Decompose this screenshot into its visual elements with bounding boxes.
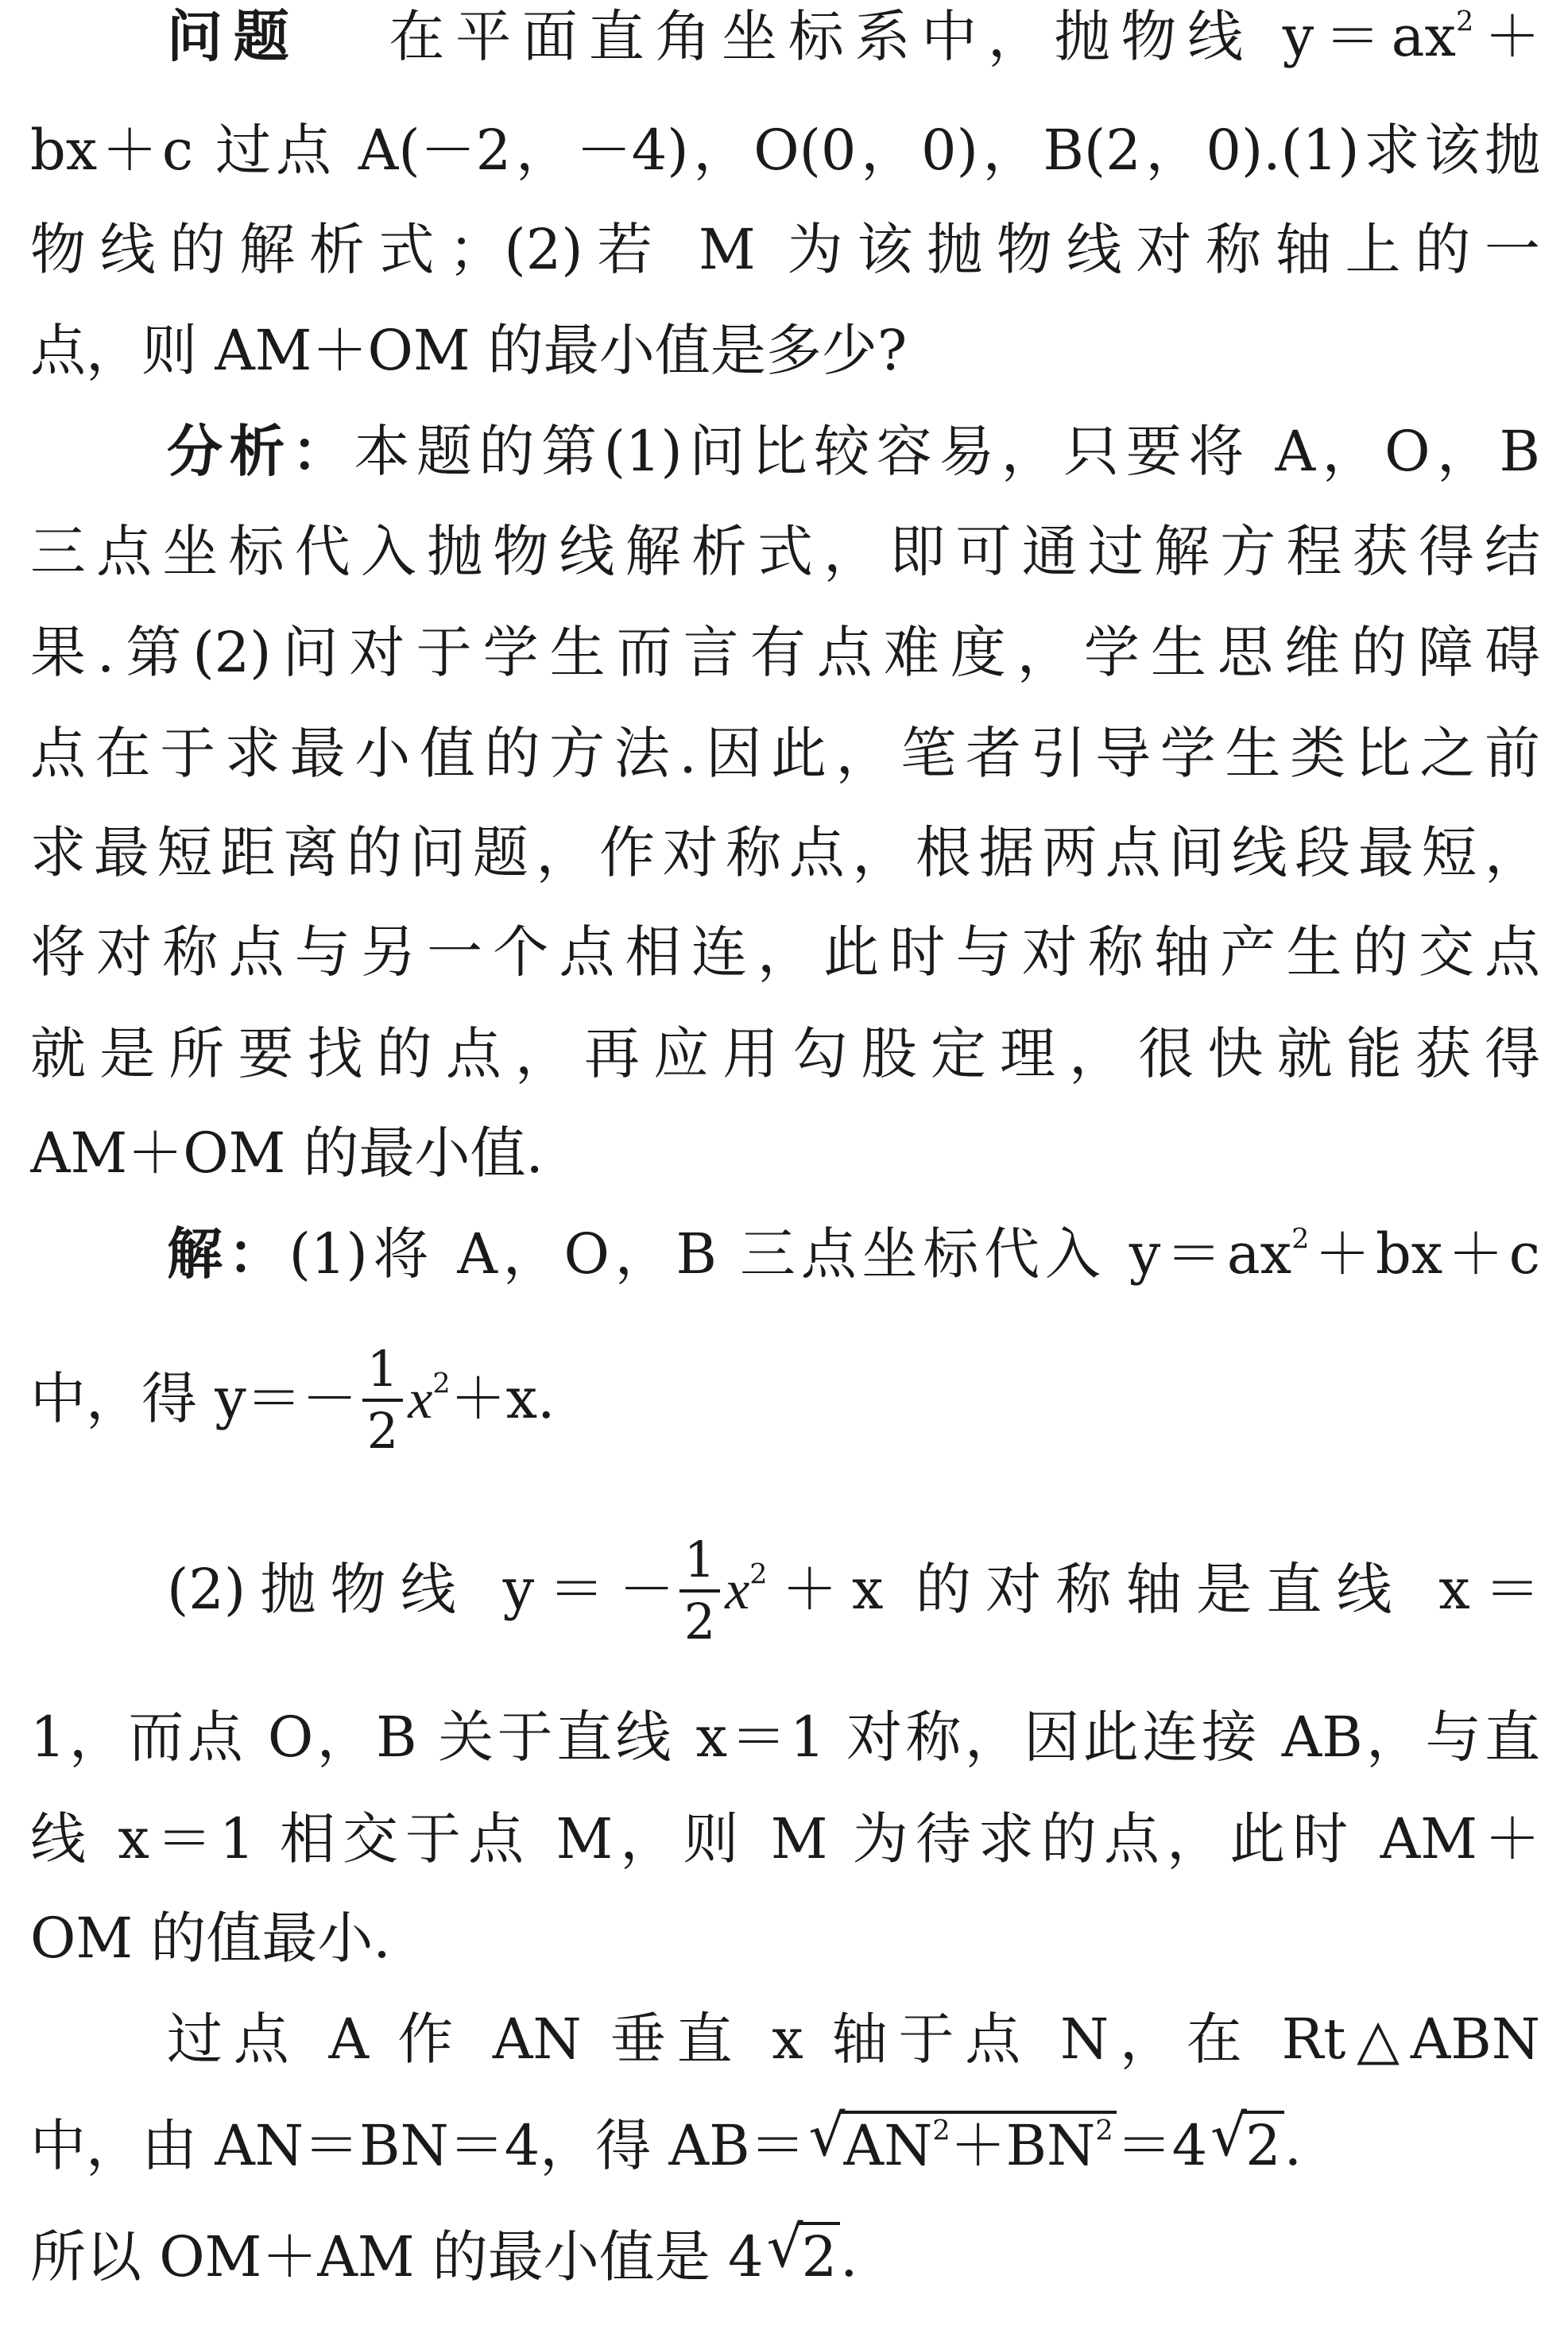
analysis-label: 分析： <box>167 419 354 484</box>
solution-p2-line-3: 线 x＝1 相交于点 M，则 M 为待求的点，此时 AM＋ <box>30 1806 1540 1871</box>
solution-p3-line-3: 所以 OM＋AM 的最小值是 4 √ 2. <box>30 2213 1540 2301</box>
analysis-line-4: 点在于求最小值的方法.因此，笔者引导学生类比之前 <box>30 721 1540 786</box>
analysis-line-7: 就是所要找的点，再应用勾股定理，很快就能获得 <box>30 1021 1540 1086</box>
sqrt-two: √ 2 <box>1210 2102 1284 2189</box>
analysis-line-8: AM＋OM 的最小值. <box>30 1120 544 1186</box>
problem-line-2: bx＋c 过点 A(－2，－4)，O(0，0)，B(2，0).(1)求该抛 <box>30 118 1540 183</box>
analysis-line-3: 果.第(2)问对于学生而言有点难度，学生思维的障碍 <box>30 620 1540 685</box>
problem-line-3: 物线的解析式；(2)若 M 为该抛物线对称轴上的一 <box>30 217 1540 282</box>
solution-p2-line-1: (2)抛物线 y＝－ $\frac{1}{2}$ $x^2+x$ 的对称轴是直线 x＝ <box>167 1531 1540 1651</box>
problem-line-1: 问题 在平面直角坐标系中，抛物线 $y=ax^2+$ <box>167 4 1540 69</box>
analysis-line-6: 将对称点与另一个点相连，此时与对称轴产生的交点 <box>30 919 1540 985</box>
solution-p2-line-4: OM 的值最小. <box>30 1906 391 1971</box>
analysis-line-2: 三点坐标代入抛物线解析式，即可通过解方程获得结 <box>30 519 1540 584</box>
analysis-line-1: 分析：本题的第(1)问比较容易，只要将 A，O，B <box>167 419 1540 484</box>
solution-p3-line-2: 中，由 AN＝BN＝4，得 AB＝ √ $AN^2+BN^2=4$ √ 2. <box>30 2102 1540 2189</box>
solution-p2-line-2: 1，而点 O，B 关于直线 x＝1 对称，因此连接 AB，与直 <box>30 1705 1540 1770</box>
analysis-line-5: 求最短距离的问题，作对称点，根据两点间线段最短， <box>30 820 1540 885</box>
problem-line-4: 点，则 AM＋OM 的最小值是多少? <box>30 318 908 383</box>
problem-label: 问题 <box>167 4 300 69</box>
sqrt-expression: √ $AN^2+BN^2$ <box>809 2102 1117 2189</box>
solution-p3-line-1: 过点 A 作 AN 垂直 x 轴于点 N，在 Rt△ABN <box>167 2007 1540 2072</box>
fraction-one-half-2: $\frac{1}{2}$ <box>679 1535 720 1647</box>
solution-label: 解： <box>167 1221 289 1287</box>
solution-line-1: 解：(1)将 A，O，B 三点坐标代入 $y=ax^2+bx+c$ <box>167 1221 1540 1287</box>
radical-sign: √ <box>808 2102 846 2169</box>
solution-line-2: 中，得 y＝－ $\frac{1}{2}$ $x^2+x$. <box>30 1340 556 1460</box>
fraction-one-half: $\frac{1}{2}$ <box>362 1345 403 1456</box>
sqrt-two-result: √ 2 <box>767 2213 841 2301</box>
